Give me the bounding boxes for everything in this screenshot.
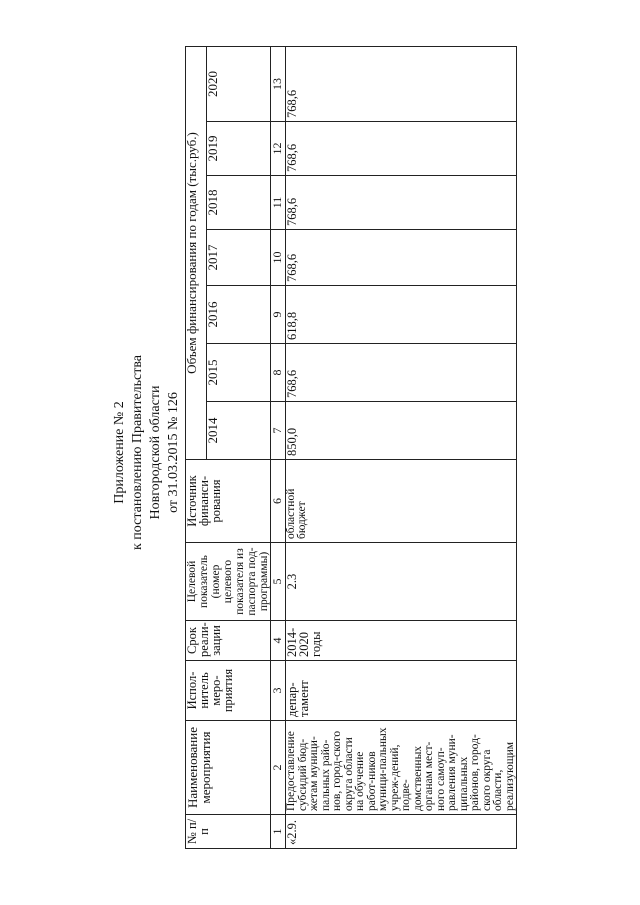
- column-numbers-row: [271, 46, 286, 848]
- row-executor: депар-тамент: [286, 661, 517, 721]
- col-number: 2: [271, 721, 286, 815]
- col-number: 3: [271, 661, 286, 721]
- col-number: 1: [271, 815, 286, 849]
- decree-date: от 31.03.2015 № 126: [166, 392, 181, 513]
- col-number: 13: [271, 46, 286, 121]
- row-number: «2.9.: [286, 815, 517, 849]
- col-number: 10: [271, 230, 286, 286]
- funding-table: [185, 46, 517, 849]
- year-2018: 2018: [206, 176, 270, 230]
- col-number: 5: [271, 543, 286, 621]
- year-2016: 2016: [206, 286, 270, 344]
- col-header-funding: Объем финансирования по годам (тыс.руб.): [186, 46, 207, 459]
- col-number: 8: [271, 344, 286, 402]
- col-number: 11: [271, 176, 286, 230]
- row-value-2018: 768,6: [286, 176, 517, 230]
- region-line: Новгородской области: [148, 385, 163, 520]
- col-header-indicator: Целевой показатель (номер целевого показателя из паспорта под-программы): [186, 543, 271, 621]
- header-row: [186, 46, 207, 848]
- year-2020: 2020: [206, 46, 270, 121]
- col-number: 7: [271, 402, 286, 460]
- row-source: областной бюджет: [286, 460, 517, 543]
- col-number: 6: [271, 460, 286, 543]
- col-header-name: Наименование мероприятия: [186, 721, 271, 815]
- row-value-2019: 768,6: [286, 122, 517, 176]
- year-2019: 2019: [206, 122, 270, 176]
- year-2014: 2014: [206, 402, 270, 460]
- row-value-2014: 850,0: [286, 402, 517, 460]
- col-header-term: Срок реали-зации: [186, 621, 271, 661]
- row-value-2020: 768,6: [286, 46, 517, 121]
- row-value-2016: 618,8: [286, 286, 517, 344]
- col-header-num: № п/п: [186, 815, 271, 849]
- row-indicator: 2.3: [286, 543, 517, 621]
- appendix-number: Приложение № 2: [112, 401, 127, 504]
- col-number: 4: [271, 621, 286, 661]
- row-value-2017: 768,6: [286, 230, 517, 286]
- col-number: 9: [271, 286, 286, 344]
- col-header-executor: Испол-нитель меро-приятия: [186, 661, 271, 721]
- year-2015: 2015: [206, 344, 270, 402]
- decree-line: к постановлению Правительства: [130, 354, 145, 551]
- table-row: [286, 46, 517, 848]
- col-header-source: Источник финанси-рования: [186, 460, 271, 543]
- row-name: Предоставление субсидий бюд-жетам муници-пальных райо-нов, город-ского округа области на обучение работ-ников муници-пальных учреж-дений, подве-домственных органам мест-ного самоуп-равления муни-ципальных районов, город-ского округа области, реализующим: [286, 721, 517, 815]
- year-2017: 2017: [206, 230, 270, 286]
- row-term: 2014-2020 годы: [286, 621, 517, 661]
- row-value-2015: 768,6: [286, 344, 517, 402]
- col-number: 12: [271, 122, 286, 176]
